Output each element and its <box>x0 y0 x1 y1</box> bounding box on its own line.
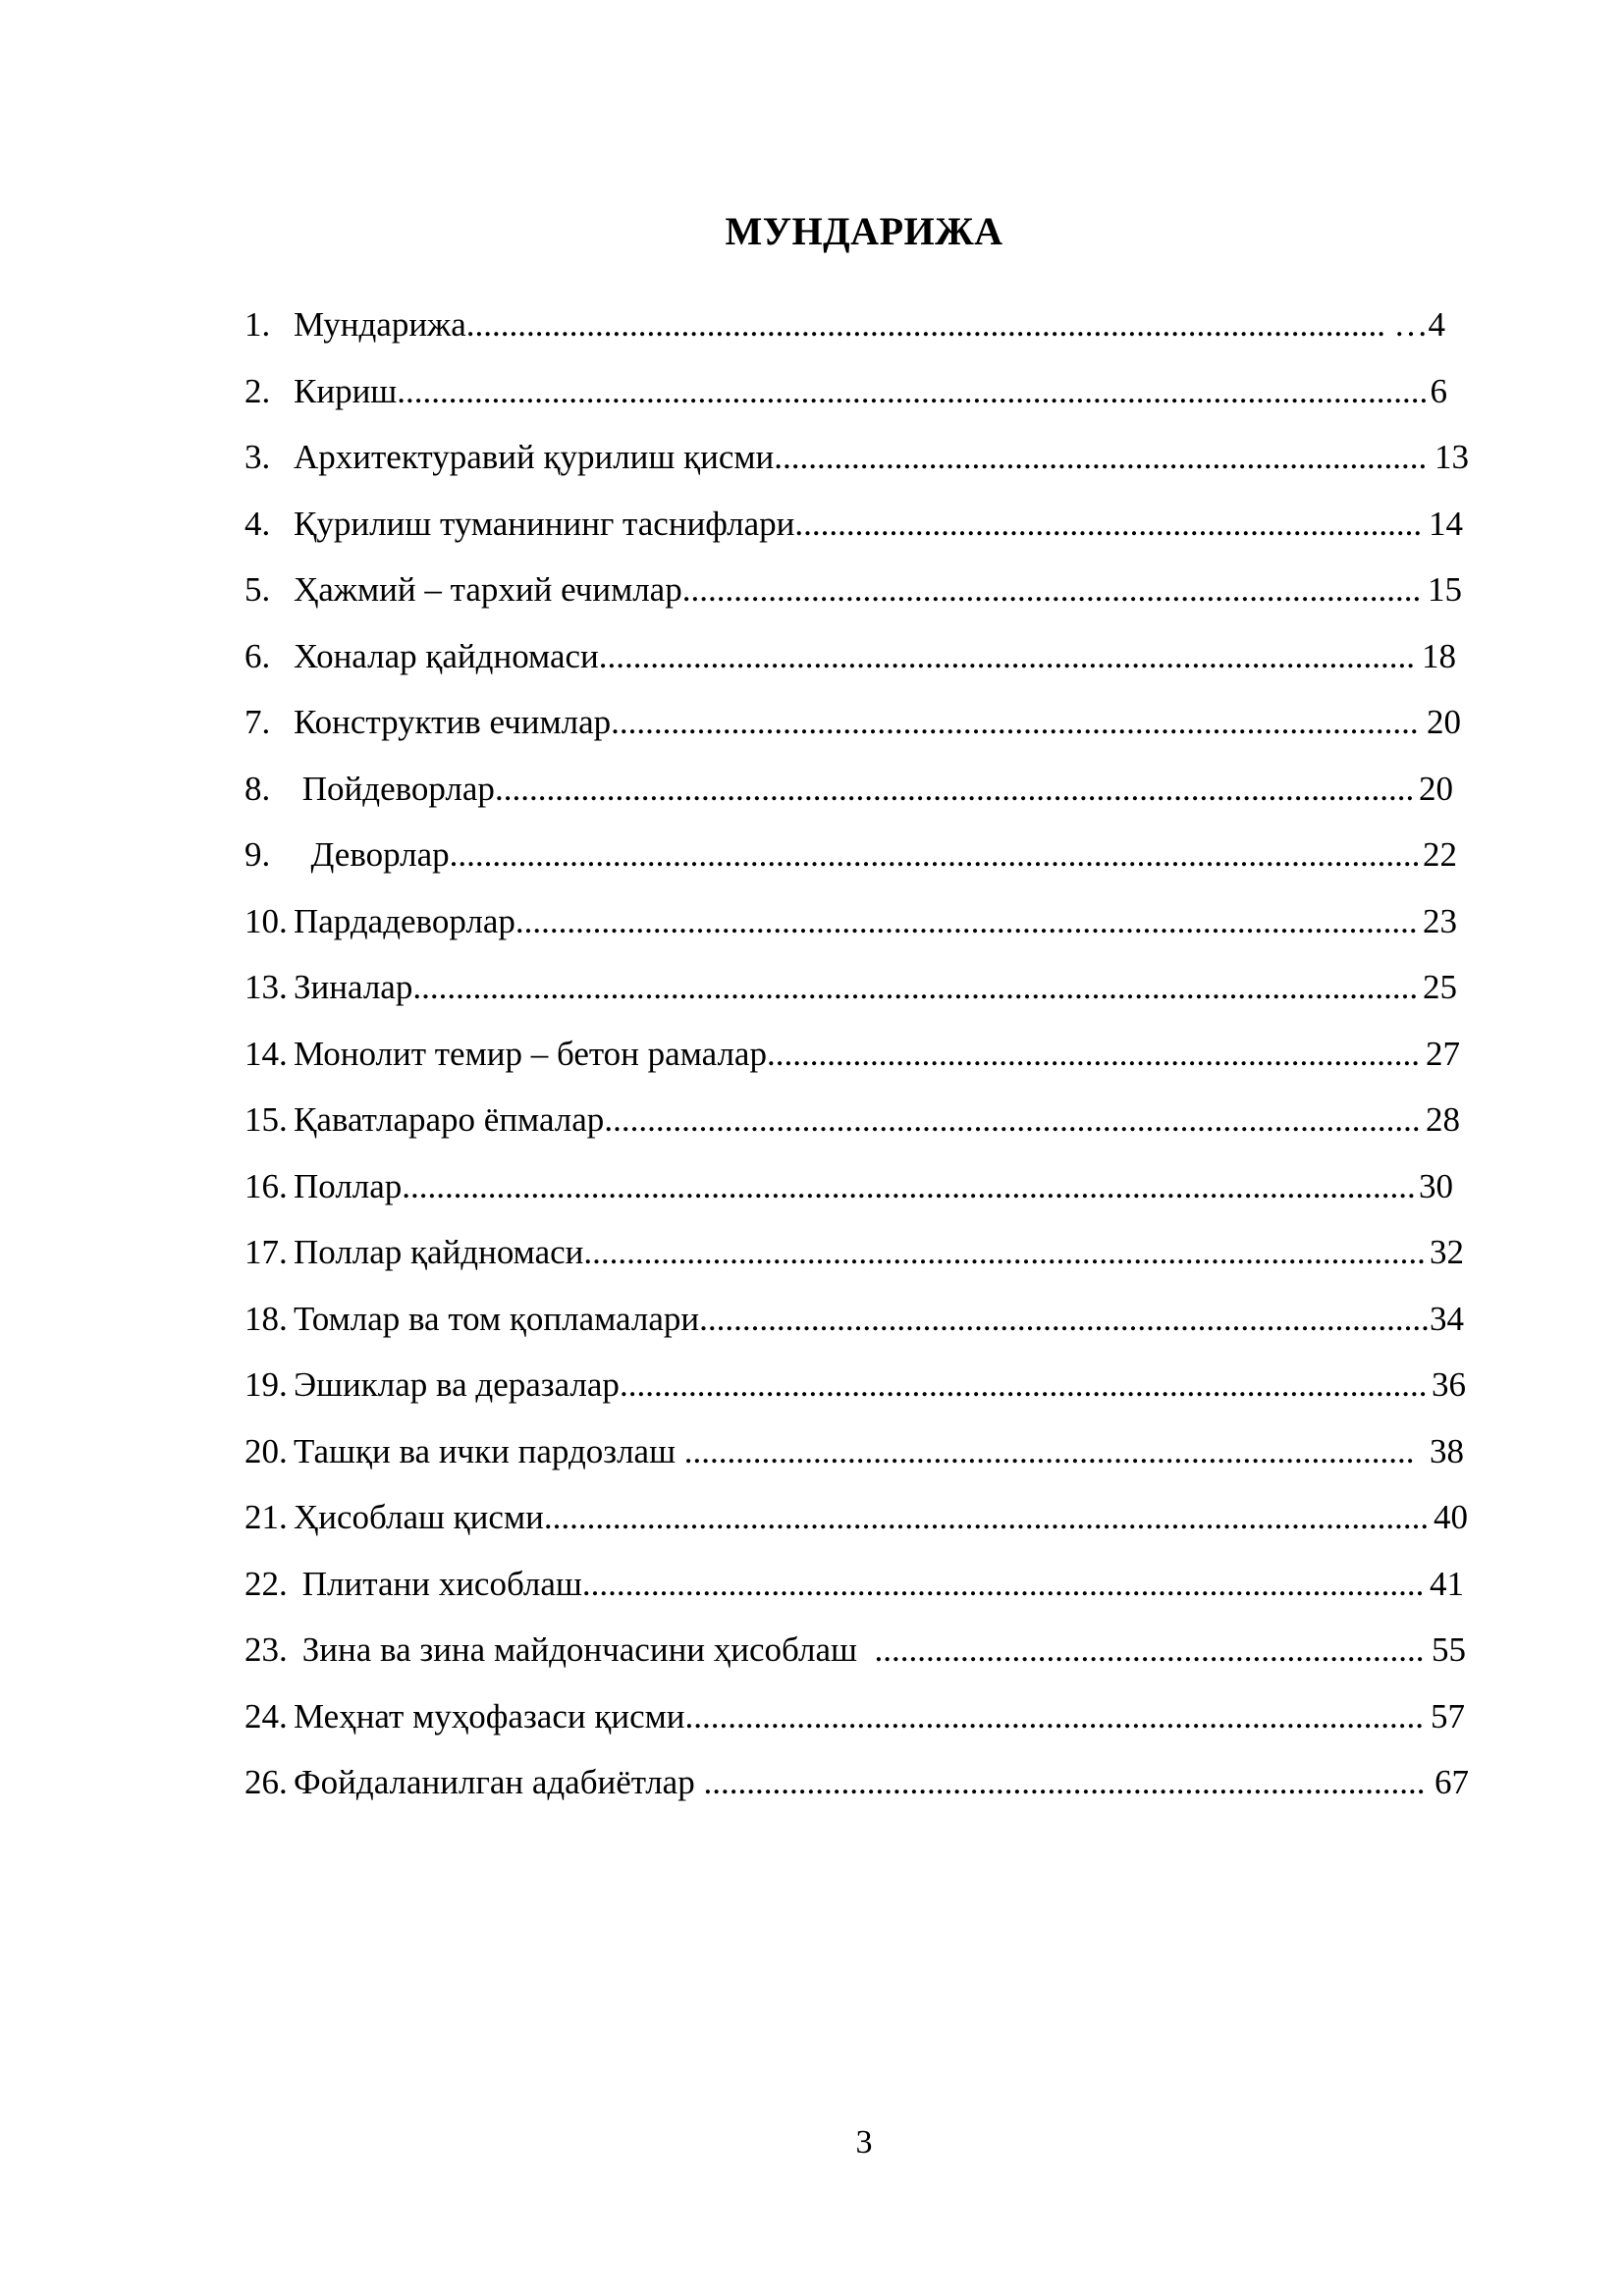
toc-dot-leader: ........................................................................................................... <box>465 305 1386 344</box>
toc-dot-leader: ......................................................................................................... <box>514 901 1418 940</box>
toc-dot-leader: ...................................................................................................................... <box>402 1166 1416 1205</box>
toc-entry-page: 27 <box>1426 1029 1460 1080</box>
toc-entry-page: 13 <box>1435 432 1469 483</box>
toc-entry-number: 20. <box>244 1431 288 1470</box>
toc-entry[interactable] <box>244 1492 1472 1559</box>
toc-entry-title: Эшиклар ва деразалар <box>294 1365 620 1404</box>
toc-dot-leader: ........................................................................................................... <box>494 769 1415 808</box>
toc-entry-title: Ҳисоблаш қисми <box>294 1498 544 1536</box>
toc-entry[interactable] <box>244 1625 1472 1691</box>
toc-entry-title: Пардадеворлар <box>294 901 515 940</box>
toc-entry-number: 2. <box>244 371 271 410</box>
toc-entry-number: 14. <box>244 1034 288 1073</box>
toc-dot-leader: .................................................................................... <box>703 1763 1426 1801</box>
toc-entry-page: 67 <box>1426 1757 1469 1808</box>
toc-dot-leader: ..................................................................................................................... <box>412 968 1419 1006</box>
toc-entry-number: 9. <box>244 835 271 874</box>
toc-entry[interactable] <box>244 1360 1472 1426</box>
toc-entry[interactable] <box>244 764 1472 830</box>
page-number: 3 <box>855 2124 873 2161</box>
toc-entry-number: 21. <box>244 1498 288 1536</box>
toc-dot-leader: ............................................................................................... <box>598 636 1415 675</box>
toc-entry[interactable] <box>244 1161 1472 1228</box>
toc-entry-title: Поллар қайдномаси <box>294 1233 584 1271</box>
toc-dot-leader: .................................................................................................. <box>583 1233 1426 1271</box>
toc-entry-page: 36 <box>1432 1360 1466 1411</box>
toc-entry-title: Монолит темир – бетон рамалар <box>294 1034 767 1073</box>
toc-entry-number: 6. <box>244 636 271 675</box>
toc-entry-number: 19. <box>244 1365 288 1404</box>
toc-entry[interactable] <box>244 1757 1472 1824</box>
toc-dot-leader: ......................................................................... <box>794 504 1423 543</box>
toc-entry-page: 23 <box>1423 896 1457 947</box>
toc-dot-leader: .................................................................................................. <box>581 1564 1425 1603</box>
toc-entry-number: 15. <box>244 1100 288 1139</box>
toc-dot-leader: ..................................................................................... <box>699 1299 1430 1338</box>
toc-entry-title: Ташқи ва ички пардозлаш <box>294 1431 684 1470</box>
toc-dot-leader: ............................................................................ <box>766 1034 1420 1073</box>
toc-entry-page: 25 <box>1423 962 1457 1013</box>
toc-entry-page: 38 <box>1421 1426 1464 1477</box>
toc-entry[interactable] <box>244 1426 1472 1493</box>
toc-entry[interactable] <box>244 1227 1472 1294</box>
toc-entry-page: 30 <box>1419 1161 1453 1212</box>
toc-entry-number: 23. <box>244 1630 288 1669</box>
toc-entry-title: Кириш <box>294 371 398 410</box>
table-of-contents <box>244 299 1472 1824</box>
toc-entry[interactable] <box>244 432 1472 499</box>
toc-dot-leader: ................................................................ <box>874 1630 1425 1669</box>
toc-entry-title: Архитектуравий қурилиш қисми <box>294 438 775 476</box>
toc-entry-number: 24. <box>244 1696 288 1735</box>
toc-entry[interactable] <box>244 366 1472 433</box>
toc-entry-title: Пойдеворлар <box>294 769 495 808</box>
toc-entry-page: 20 <box>1419 764 1453 815</box>
toc-entry[interactable] <box>244 896 1472 963</box>
toc-entry[interactable] <box>244 631 1472 698</box>
toc-entry-title: Зиналар <box>294 968 413 1006</box>
toc-entry-title: Томлар ва том қопламалари <box>294 1299 700 1338</box>
toc-entry-number: 13. <box>244 968 288 1006</box>
toc-entry-page: …4 <box>1394 299 1446 350</box>
toc-entry-page: 15 <box>1428 564 1462 615</box>
toc-entry-number: 3. <box>244 438 271 476</box>
toc-entry-title: Плитани хисоблаш <box>294 1564 582 1603</box>
toc-dot-leader: ............................................................................ <box>774 438 1428 476</box>
toc-entry-number: 1. <box>244 305 271 344</box>
toc-entry-title: Поллар <box>294 1166 403 1205</box>
toc-entry[interactable] <box>244 829 1472 896</box>
toc-entry-number: 10. <box>244 901 288 940</box>
page-title: МУНДАРИЖА <box>725 209 1003 253</box>
toc-entry-page: 18 <box>1422 631 1456 682</box>
toc-entry[interactable] <box>244 564 1472 631</box>
toc-dot-leader: ..................................................................................... <box>683 1431 1415 1470</box>
toc-entry[interactable] <box>244 1029 1472 1095</box>
toc-dot-leader: ........................................................................................................................ <box>397 371 1429 410</box>
toc-entry[interactable] <box>244 1691 1472 1758</box>
toc-entry-number: 17. <box>244 1233 288 1271</box>
toc-dot-leader: ................................................................................................................. <box>449 835 1421 874</box>
toc-entry-number: 5. <box>244 570 271 609</box>
toc-entry-page: 41 <box>1430 1559 1464 1610</box>
toc-dot-leader: ............................................................................................... <box>604 1100 1421 1139</box>
toc-entry-page: 34 <box>1430 1294 1464 1345</box>
toc-entry[interactable] <box>244 1095 1472 1161</box>
toc-entry-number: 18. <box>244 1299 288 1338</box>
toc-entry-title: Қаватлараро ёпмалар <box>294 1100 605 1139</box>
toc-entry[interactable] <box>244 1559 1472 1626</box>
toc-dot-leader: ...................................................................................... <box>681 570 1422 609</box>
toc-entry-number: 26. <box>244 1763 288 1801</box>
toc-entry-title: Қурилиш туманининг таснифлари <box>294 504 795 543</box>
toc-entry-page: 14 <box>1429 499 1463 550</box>
toc-entry-number: 8. <box>244 769 271 808</box>
toc-dot-leader: .............................................................................................. <box>619 1365 1428 1404</box>
toc-entry-number: 7. <box>244 703 271 741</box>
toc-entry-title: Фойдаланилган адабиётлар <box>294 1763 704 1801</box>
toc-entry-title: Деворлар <box>294 835 450 874</box>
toc-entry-page: 55 <box>1432 1625 1466 1676</box>
toc-entry-page: 28 <box>1426 1095 1460 1146</box>
toc-entry-number: 22. <box>244 1564 288 1603</box>
toc-entry-number: 4. <box>244 504 271 543</box>
toc-entry[interactable] <box>244 962 1472 1029</box>
toc-entry-page: 22 <box>1423 829 1457 881</box>
toc-entry-page: 20 <box>1427 697 1461 748</box>
toc-entry-title: Мундарижа <box>294 305 466 344</box>
toc-entry-title: Хоналар қайдномаси <box>294 636 599 675</box>
toc-entry[interactable] <box>244 1294 1472 1361</box>
toc-entry-page: 32 <box>1430 1227 1464 1278</box>
toc-dot-leader: ...................................................................................... <box>684 1696 1424 1735</box>
toc-dot-leader: ....................................................................................................... <box>543 1498 1430 1536</box>
toc-entry[interactable] <box>244 697 1472 764</box>
toc-entry-number: 16. <box>244 1166 288 1205</box>
toc-entry-title: Ҳажмий – тархий ечимлар <box>294 570 682 609</box>
toc-entry-title: Конструктив ечимлар <box>294 703 612 741</box>
toc-entry-title: Зина ва зина майдончасини ҳисоблаш <box>294 1630 875 1669</box>
toc-entry[interactable] <box>244 299 1472 366</box>
toc-dot-leader: .............................................................................................. <box>611 703 1419 741</box>
toc-entry-page: 6 <box>1431 366 1448 417</box>
toc-entry-title: Меҳнат муҳофазаси қисми <box>294 1696 685 1735</box>
toc-entry-page: 57 <box>1431 1691 1465 1742</box>
toc-entry-page: 40 <box>1434 1492 1468 1543</box>
toc-entry[interactable] <box>244 499 1472 565</box>
